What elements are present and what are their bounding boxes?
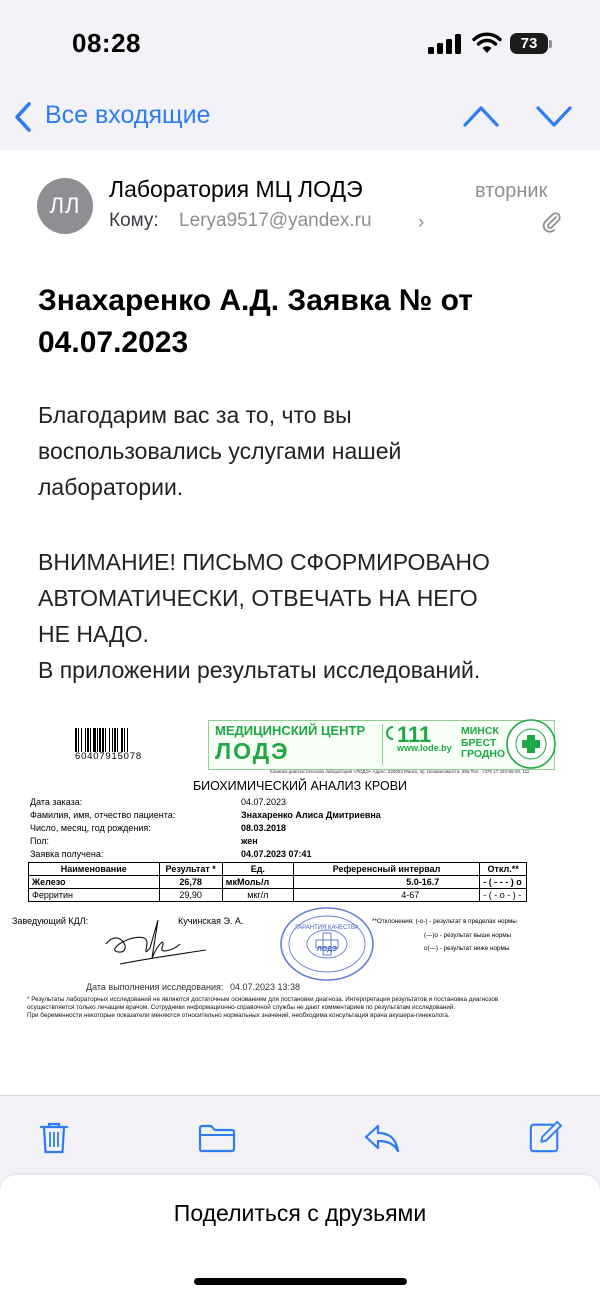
- recipient-address[interactable]: Lerya9517@yandex.ru: [179, 210, 372, 231]
- home-indicator[interactable]: [194, 1278, 407, 1285]
- attachment-icon: [541, 211, 563, 233]
- footnote-line: * Результаты лабораторных исследований не являются достаточным основанием для постановки диагноза. Интерпретация результатов и постановка диагнозов: [27, 996, 499, 1003]
- battery-indicator: 73: [510, 33, 548, 54]
- cell-ref: 5.0-16.7: [293, 876, 479, 889]
- barcode-stripe: [99, 728, 101, 752]
- column-header: Референсный интервал: [293, 863, 479, 876]
- stamp-name: ЛОДЭ: [316, 946, 338, 953]
- details-chevron-icon[interactable]: ›: [418, 212, 425, 233]
- back-button[interactable]: Все входящие: [45, 101, 211, 129]
- back-chevron-icon[interactable]: [12, 100, 34, 134]
- cell-dev: - ( - - - ) о: [480, 876, 527, 889]
- body-line: лаборатории.: [38, 474, 184, 500]
- field-value: 04.07.2023: [241, 797, 287, 807]
- folder-icon[interactable]: [197, 1121, 237, 1155]
- cell-dev: - ( - о - ) -: [480, 889, 527, 902]
- wifi-icon: [472, 32, 502, 54]
- logo-website: www.lode.by: [397, 743, 452, 753]
- legend-line: **Отклонения: (-о-) - результат в пределах нормы: [372, 918, 517, 925]
- barcode-stripe: [105, 728, 106, 752]
- barcode-stripe: [93, 728, 96, 752]
- footnote-line: При беременности некоторые показатели меняются относительно нормальных значений, необходима консультация врача акушера-гинеколога.: [27, 1012, 450, 1019]
- cell-unit: мкг/л: [222, 889, 293, 902]
- next-message-icon[interactable]: [535, 104, 573, 128]
- footnote-line: осуществляется только лечащим врачом. Сотрудники информационно-справочной службы не дают комментариев по результатам исследований.: [27, 1004, 456, 1011]
- table-header-row: [29, 863, 527, 876]
- field-label: Число, месяц, год рождения:: [30, 823, 151, 833]
- quality-guarantee-seal-icon: [505, 718, 557, 770]
- subject-line-1: Знахаренко А.Д. Заявка № от: [38, 284, 473, 317]
- completion-date-value: 04.07.2023 13:38: [230, 982, 301, 992]
- body-line: АВТОМАТИЧЕСКИ, ОТВЕЧАТЬ НА НЕГО: [38, 585, 478, 611]
- message-date: вторник: [475, 180, 548, 202]
- cell-ref: 4-67: [293, 889, 479, 902]
- body-line: воспользовались услугами нашей: [38, 438, 402, 464]
- barcode-stripe: [87, 728, 89, 752]
- cell-name: Ферритин: [29, 889, 160, 902]
- bottom-toolbar: [0, 1095, 600, 1186]
- column-header: Наименование: [29, 863, 160, 876]
- stamp-text: ГАРАНТИЯ КАЧЕСТВА: [295, 925, 359, 931]
- cell-unit: мкМоль/л: [222, 876, 293, 889]
- body-line: ВНИМАНИЕ! ПИСЬМО СФОРМИРОВАНО: [38, 549, 490, 575]
- completion-date-label: Дата выполнения исследования:: [86, 982, 224, 992]
- trash-icon[interactable]: [38, 1121, 70, 1155]
- reply-icon[interactable]: [362, 1121, 402, 1155]
- field-label: Пол:: [30, 836, 50, 846]
- barcode-stripe: [78, 728, 79, 752]
- cellular-signal-icon: [428, 34, 464, 54]
- phone-ring-icon: [385, 726, 397, 740]
- field-label: Фамилия, имя, отчество пациента:: [30, 810, 176, 820]
- head-of-lab-label: Заведующий КДЛ:: [12, 916, 89, 926]
- field-value: 08.03.2018: [241, 823, 287, 833]
- barcode-stripe: [102, 728, 104, 752]
- compose-icon[interactable]: [527, 1120, 563, 1154]
- body-line: Благодарим вас за то, что вы: [38, 402, 352, 428]
- barcode-stripe: [109, 728, 110, 752]
- head-of-lab-name: Кучинская Э. А.: [178, 916, 244, 926]
- logo-title: МЕДИЦИНСКИЙ ЦЕНТР: [215, 723, 366, 738]
- barcode-number: 60407915078: [75, 751, 142, 762]
- results-table: [28, 862, 527, 902]
- barcode-stripe: [117, 728, 118, 752]
- barcode-stripe: [124, 728, 125, 752]
- logo-city: МИНСК: [461, 725, 499, 737]
- body-line: НЕ НАДО.: [38, 621, 149, 647]
- message-body-warning: [38, 544, 578, 688]
- column-header: Результат *: [159, 863, 222, 876]
- barcode-stripe: [75, 728, 77, 752]
- barcode-graphic: [75, 728, 151, 752]
- sender-avatar[interactable]: ЛЛ: [37, 178, 93, 234]
- message-subject: [38, 280, 558, 364]
- battery-tip: [549, 40, 552, 48]
- barcode-stripe: [121, 728, 123, 752]
- status-time: 08:28: [72, 28, 141, 58]
- field-label: Заявка получена:: [30, 849, 104, 859]
- barcode-stripe: [81, 728, 82, 752]
- barcode-stripe: [112, 728, 113, 752]
- column-header: Ед.: [222, 863, 293, 876]
- logo-city: ГРОДНО: [461, 748, 506, 760]
- barcode-stripe: [97, 728, 98, 752]
- subject-line-2: 04.07.2023: [38, 326, 189, 359]
- cell-result: 29,90: [159, 889, 222, 902]
- body-line: В приложении результаты исследований.: [38, 657, 481, 683]
- logo-cities: [461, 726, 511, 761]
- lab-address: Клинико-диагностическая лаборатория «ЛОДЭ» Адрес: 220053 Минск, пр. Независимости, 58а Тел.: +375 17 293-66-00, 111: [270, 769, 530, 774]
- barcode-stripe: [114, 728, 116, 752]
- logo-city: БРЕСТ: [461, 736, 497, 749]
- barcode-stripe: [127, 728, 128, 752]
- previous-message-icon[interactable]: [462, 104, 500, 128]
- barcode-stripe: [85, 728, 86, 752]
- share-with-friends-button[interactable]: Поделиться с друзьями: [173, 1200, 427, 1226]
- field-label: Дата заказа:: [30, 797, 83, 807]
- table-row: [29, 876, 527, 889]
- logo-divider: [382, 724, 383, 765]
- column-header: Откл.**: [480, 863, 527, 876]
- legend-line: (---)о - результат выше нормы: [424, 932, 512, 939]
- barcode-stripe: [90, 728, 91, 752]
- sender-name[interactable]: Лаборатория МЦ ЛОДЭ: [109, 176, 363, 202]
- quality-stamp-graphic: [278, 905, 376, 983]
- legend-line: о(---) - результат ниже нормы: [424, 945, 510, 952]
- message-body-thanks: [38, 397, 558, 505]
- field-value: 04.07.2023 07:41: [241, 849, 312, 859]
- to-label: Кому:: [109, 210, 159, 231]
- table-row: [29, 889, 527, 902]
- cell-result: 26,78: [159, 876, 222, 889]
- logo-phone: 111: [397, 722, 432, 747]
- field-value: Знахаренко Алиса Дмитриевна: [241, 810, 381, 820]
- field-value: жен: [241, 836, 258, 846]
- logo-name: ЛОДЭ: [215, 738, 290, 764]
- document-title: БИОХИМИЧЕСКИЙ АНАЛИЗ КРОВИ: [192, 779, 408, 793]
- cell-name: Железо: [29, 876, 160, 889]
